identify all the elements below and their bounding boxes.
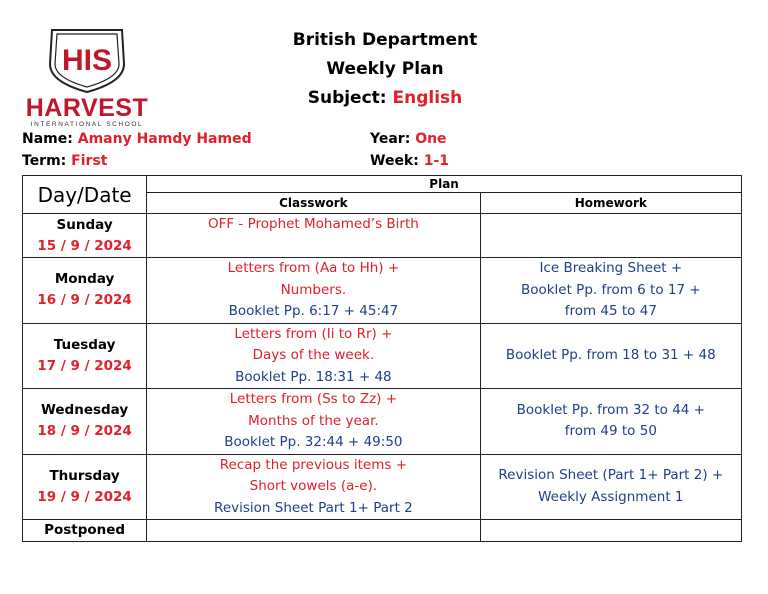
- day-cell: [23, 214, 147, 258]
- day-cell: [23, 389, 147, 455]
- daydate-header: Day/Date: [23, 176, 147, 214]
- year-label: Year:: [370, 131, 411, 147]
- table-row: [23, 214, 742, 258]
- classwork-line: Letters from (Aa to Hh) +: [227, 260, 400, 276]
- shield-icon: [44, 24, 130, 94]
- day-name: Wednesday: [40, 402, 129, 419]
- classwork-line: OFF - Prophet Mohamed’s Birth: [207, 216, 419, 232]
- week-label: Week:: [370, 153, 419, 169]
- classwork-line: Recap the previous items +: [219, 456, 408, 473]
- weekly-plan-table: [22, 175, 742, 542]
- term-field: [22, 153, 107, 169]
- day-date: 16 / 9 / 2024: [37, 292, 132, 309]
- day-name: Sunday: [56, 216, 113, 233]
- homework-line: Revision Sheet (Part 1+ Part 2) +: [498, 467, 724, 484]
- classwork-cell: [147, 454, 480, 520]
- table-row: [23, 323, 742, 389]
- homework-cell: [480, 258, 741, 324]
- homework-cell: [480, 214, 741, 258]
- term-label: Term:: [22, 153, 67, 169]
- classwork-line: Short vowels (a-e).: [249, 478, 378, 494]
- day-cell: [23, 520, 147, 542]
- subject-value: English: [392, 88, 463, 108]
- classwork-line: Booklet Pp. 6:17 + 45:47: [228, 303, 399, 319]
- subject-label: Subject:: [307, 88, 387, 108]
- day-cell: [23, 454, 147, 520]
- homework-cell: [480, 520, 741, 542]
- week-field: [370, 153, 449, 169]
- day-date: 19 / 9 / 2024: [37, 488, 132, 505]
- day-date: 17 / 9 / 2024: [37, 357, 132, 374]
- homework-line: Booklet Pp. from 6 to 17 +: [520, 281, 701, 298]
- homework-cell: [480, 454, 741, 520]
- classwork-line: Days of the week.: [252, 347, 375, 363]
- homework-line: Ice Breaking Sheet +: [539, 260, 683, 276]
- logo-monogram: HIS: [61, 44, 113, 77]
- table-row: [23, 454, 742, 520]
- homework-cell: [480, 323, 741, 389]
- table-row: [23, 389, 742, 455]
- classwork-line: Numbers.: [280, 281, 347, 298]
- table-row: [23, 520, 742, 542]
- classwork-line: Revision Sheet Part 1+ Part 2: [214, 499, 413, 516]
- homework-line: from 49 to 50: [564, 423, 657, 440]
- department-title: British Department: [292, 30, 478, 50]
- classwork-cell: [147, 389, 480, 455]
- classwork-cell: [147, 520, 480, 542]
- day-date: 18 / 9 / 2024: [37, 423, 132, 440]
- homework-line: Booklet Pp. from 18 to 31 + 48: [505, 347, 716, 363]
- classwork-cell: [147, 323, 480, 389]
- classwork-cell: [147, 258, 480, 324]
- classwork-line: Booklet Pp. 18:31 + 48: [235, 368, 392, 385]
- school-name: HARVEST: [25, 94, 149, 122]
- day-name: Monday: [54, 271, 115, 288]
- school-tagline: INTERNATIONAL SCHOOL: [30, 121, 144, 128]
- term-value: First: [71, 153, 108, 169]
- classwork-line: Booklet Pp. 32:44 + 49:50: [224, 434, 403, 450]
- classwork-line: Letters from (Ii to Rr) +: [234, 325, 393, 342]
- day-name: Thursday: [49, 467, 120, 484]
- classwork-cell: [147, 214, 480, 258]
- name-value: Amany Hamdy Hamed: [77, 131, 252, 147]
- day-name: Postponed: [44, 522, 126, 538]
- homework-line: Booklet Pp. from 32 to 44 +: [516, 401, 705, 418]
- homework-line: Weekly Assignment 1: [538, 488, 684, 505]
- plan-title: Weekly Plan: [326, 59, 444, 79]
- name-field: [22, 131, 252, 147]
- day-name: Tuesday: [53, 336, 116, 353]
- subject-line: [250, 88, 520, 108]
- name-label: Name:: [22, 131, 73, 147]
- classwork-line: Months of the year.: [248, 412, 379, 429]
- plan-header: Plan: [147, 176, 742, 193]
- school-logo: [22, 24, 152, 128]
- homework-line: from 45 to 47: [564, 303, 657, 319]
- classwork-header: Classwork: [147, 193, 480, 214]
- classwork-line: Letters from (Ss to Zz) +: [229, 391, 398, 407]
- table-row: [23, 258, 742, 324]
- day-date: 15 / 9 / 2024: [37, 237, 132, 254]
- year-value: One: [415, 131, 447, 147]
- homework-cell: [480, 389, 741, 455]
- week-value: 1-1: [423, 153, 450, 169]
- homework-header: Homework: [480, 193, 741, 214]
- year-field: [370, 131, 447, 147]
- day-cell: [23, 258, 147, 324]
- day-cell: [23, 323, 147, 389]
